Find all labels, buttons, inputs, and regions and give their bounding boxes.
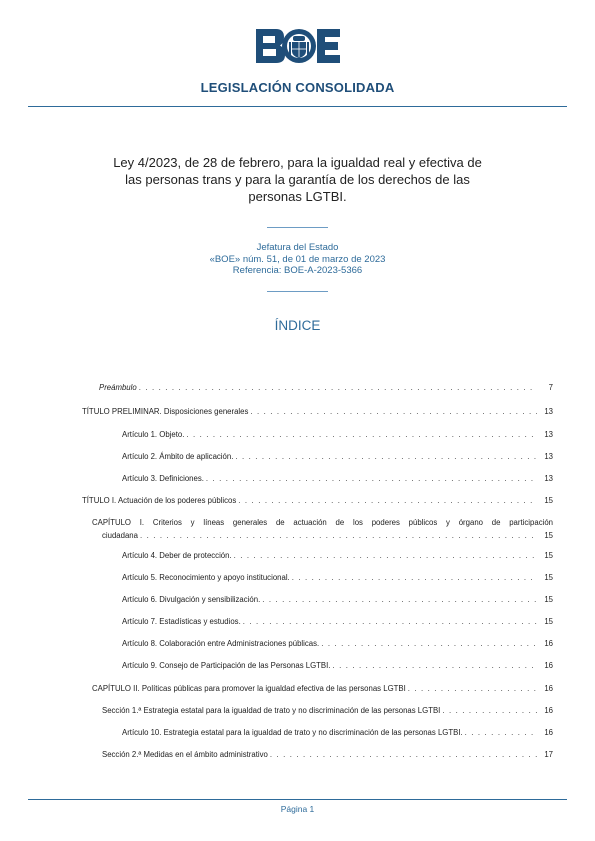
toc-entry-text: Artículo 6. Divulgación y sensibilización. — [122, 595, 261, 604]
toc-entry-titulo-preliminar[interactable] — [82, 407, 553, 417]
toc-entry-text: Preámbulo — [99, 383, 137, 392]
toc-entry-text: Artículo 3. Definiciones. — [122, 474, 204, 483]
toc-entry-text: Artículo 8. Colaboración entre Administraciones públicas. — [122, 639, 320, 648]
issuer: Jefatura del Estado — [256, 242, 339, 253]
toc-entry-titulo-i[interactable] — [82, 496, 553, 506]
dot-leader — [137, 383, 537, 392]
toc-entry-text: Artículo 7. Estadísticas y estudios. — [122, 617, 241, 626]
toc-entry-articulo-10[interactable] — [122, 728, 553, 738]
toc-entry-text: CAPÍTULO II. Políticas públicas para promover la igualdad efectiva de las personas LGTBI — [92, 684, 406, 693]
dot-leader — [260, 595, 537, 604]
toc-page-number: 15 — [544, 573, 553, 582]
toc-page-number: 13 — [544, 452, 553, 461]
toc-page-number: 16 — [544, 661, 553, 670]
toc-entry-text: Artículo 5. Reconocimiento y apoyo institucional. — [122, 573, 290, 582]
toc-page-number: 15 — [544, 551, 553, 560]
toc-entry-text: Artículo 9. Consejo de Participación de las Personas LGTBI. — [122, 661, 331, 670]
toc-entry-capitulo-i[interactable] — [92, 518, 553, 541]
toc-page-number: 16 — [544, 706, 553, 715]
dot-leader — [463, 728, 537, 737]
document-metadata — [0, 242, 595, 277]
toc-entry-capitulo-ii[interactable] — [92, 684, 553, 694]
title-divider — [267, 227, 328, 228]
dot-leader — [241, 617, 537, 626]
document-title: Ley 4/2023, de 28 de febrero, para la igualdad real y efectiva de las personas trans y para la garantía de los derechos de las personas LGTBI. — [113, 155, 482, 204]
dot-leader — [406, 684, 537, 693]
toc-page-number: 15 — [544, 496, 553, 505]
dot-leader — [184, 430, 537, 439]
toc-entry-text: TÍTULO I. Actuación de los poderes públicos — [82, 496, 237, 505]
toc-entry-text: Artículo 10. Estrategia estatal para la igualdad de trato y no discriminación de las personas LGTBI. — [122, 728, 463, 737]
dot-leader — [204, 474, 537, 483]
metadata-divider — [267, 291, 328, 292]
toc-entry-seccion-1[interactable] — [102, 706, 553, 716]
header-title: LEGISLACIÓN CONSOLIDADA — [200, 80, 395, 95]
toc-page-number: 13 — [544, 474, 553, 483]
toc-page-number: 7 — [548, 383, 553, 392]
toc-entry-text: Artículo 2. Ámbito de aplicación. — [122, 452, 234, 461]
index-heading: ÍNDICE — [274, 318, 321, 333]
toc-entry-text-continued: ciudadana — [102, 531, 138, 540]
toc-entry-text: TÍTULO PRELIMINAR. Disposiciones generales — [82, 407, 249, 416]
toc-entry-articulo-1[interactable] — [122, 430, 553, 440]
header-divider — [28, 106, 567, 107]
dot-leader — [138, 531, 537, 540]
toc-page-number: 13 — [544, 430, 553, 439]
page-number-footer: Página 1 — [280, 804, 315, 814]
toc-page-number: 16 — [544, 639, 553, 648]
toc-entry-text: Sección 2.ª Medidas en el ámbito administrativo — [102, 750, 268, 759]
dot-leader — [236, 496, 537, 505]
toc-entry-text: CAPÍTULO I. Criterios y líneas generales de actuación de los poderes públicos y órgano de participación — [92, 518, 553, 527]
footer-divider — [28, 799, 567, 800]
toc-page-number: 16 — [544, 728, 553, 737]
boe-logo — [254, 28, 342, 64]
toc-entry-articulo-5[interactable] — [122, 573, 553, 583]
toc-entry-text: Artículo 4. Deber de protección. — [122, 551, 232, 560]
dot-leader — [268, 750, 537, 759]
dot-leader — [319, 639, 537, 648]
dot-leader — [232, 551, 537, 560]
toc-entry-articulo-4[interactable] — [122, 551, 553, 561]
toc-entry-articulo-3[interactable] — [122, 474, 553, 484]
boe-number: «BOE» núm. 51, de 01 de marzo de 2023 — [209, 253, 386, 265]
toc-entry-text: Artículo 1. Objeto. — [122, 430, 185, 439]
toc-entry-text: Sección 1.ª Estrategia estatal para la igualdad de trato y no discriminación de las personas LGTBI — [102, 706, 441, 715]
toc-entry-articulo-8[interactable] — [122, 639, 553, 649]
reference: Referencia: BOE-A-2023-5366 — [232, 265, 363, 276]
toc-entry-articulo-6[interactable] — [122, 595, 553, 605]
dot-leader — [330, 661, 537, 670]
toc-page-number: 17 — [544, 750, 553, 759]
toc-entry-articulo-9[interactable] — [122, 661, 553, 671]
toc-entry-preambulo[interactable] — [99, 383, 553, 393]
toc-entry-articulo-7[interactable] — [122, 617, 553, 627]
dot-leader — [233, 452, 537, 461]
toc-entry-seccion-2[interactable] — [102, 750, 553, 760]
toc-entry-articulo-2[interactable] — [122, 452, 553, 462]
toc-page-number: 16 — [544, 684, 553, 693]
dot-leader — [290, 573, 537, 582]
toc-page-number: 15 — [544, 531, 553, 540]
toc-page-number: 15 — [544, 617, 553, 626]
toc-page-number: 15 — [544, 595, 553, 604]
dot-leader — [248, 407, 537, 416]
toc-page-number: 13 — [544, 407, 553, 416]
dot-leader — [440, 706, 537, 715]
